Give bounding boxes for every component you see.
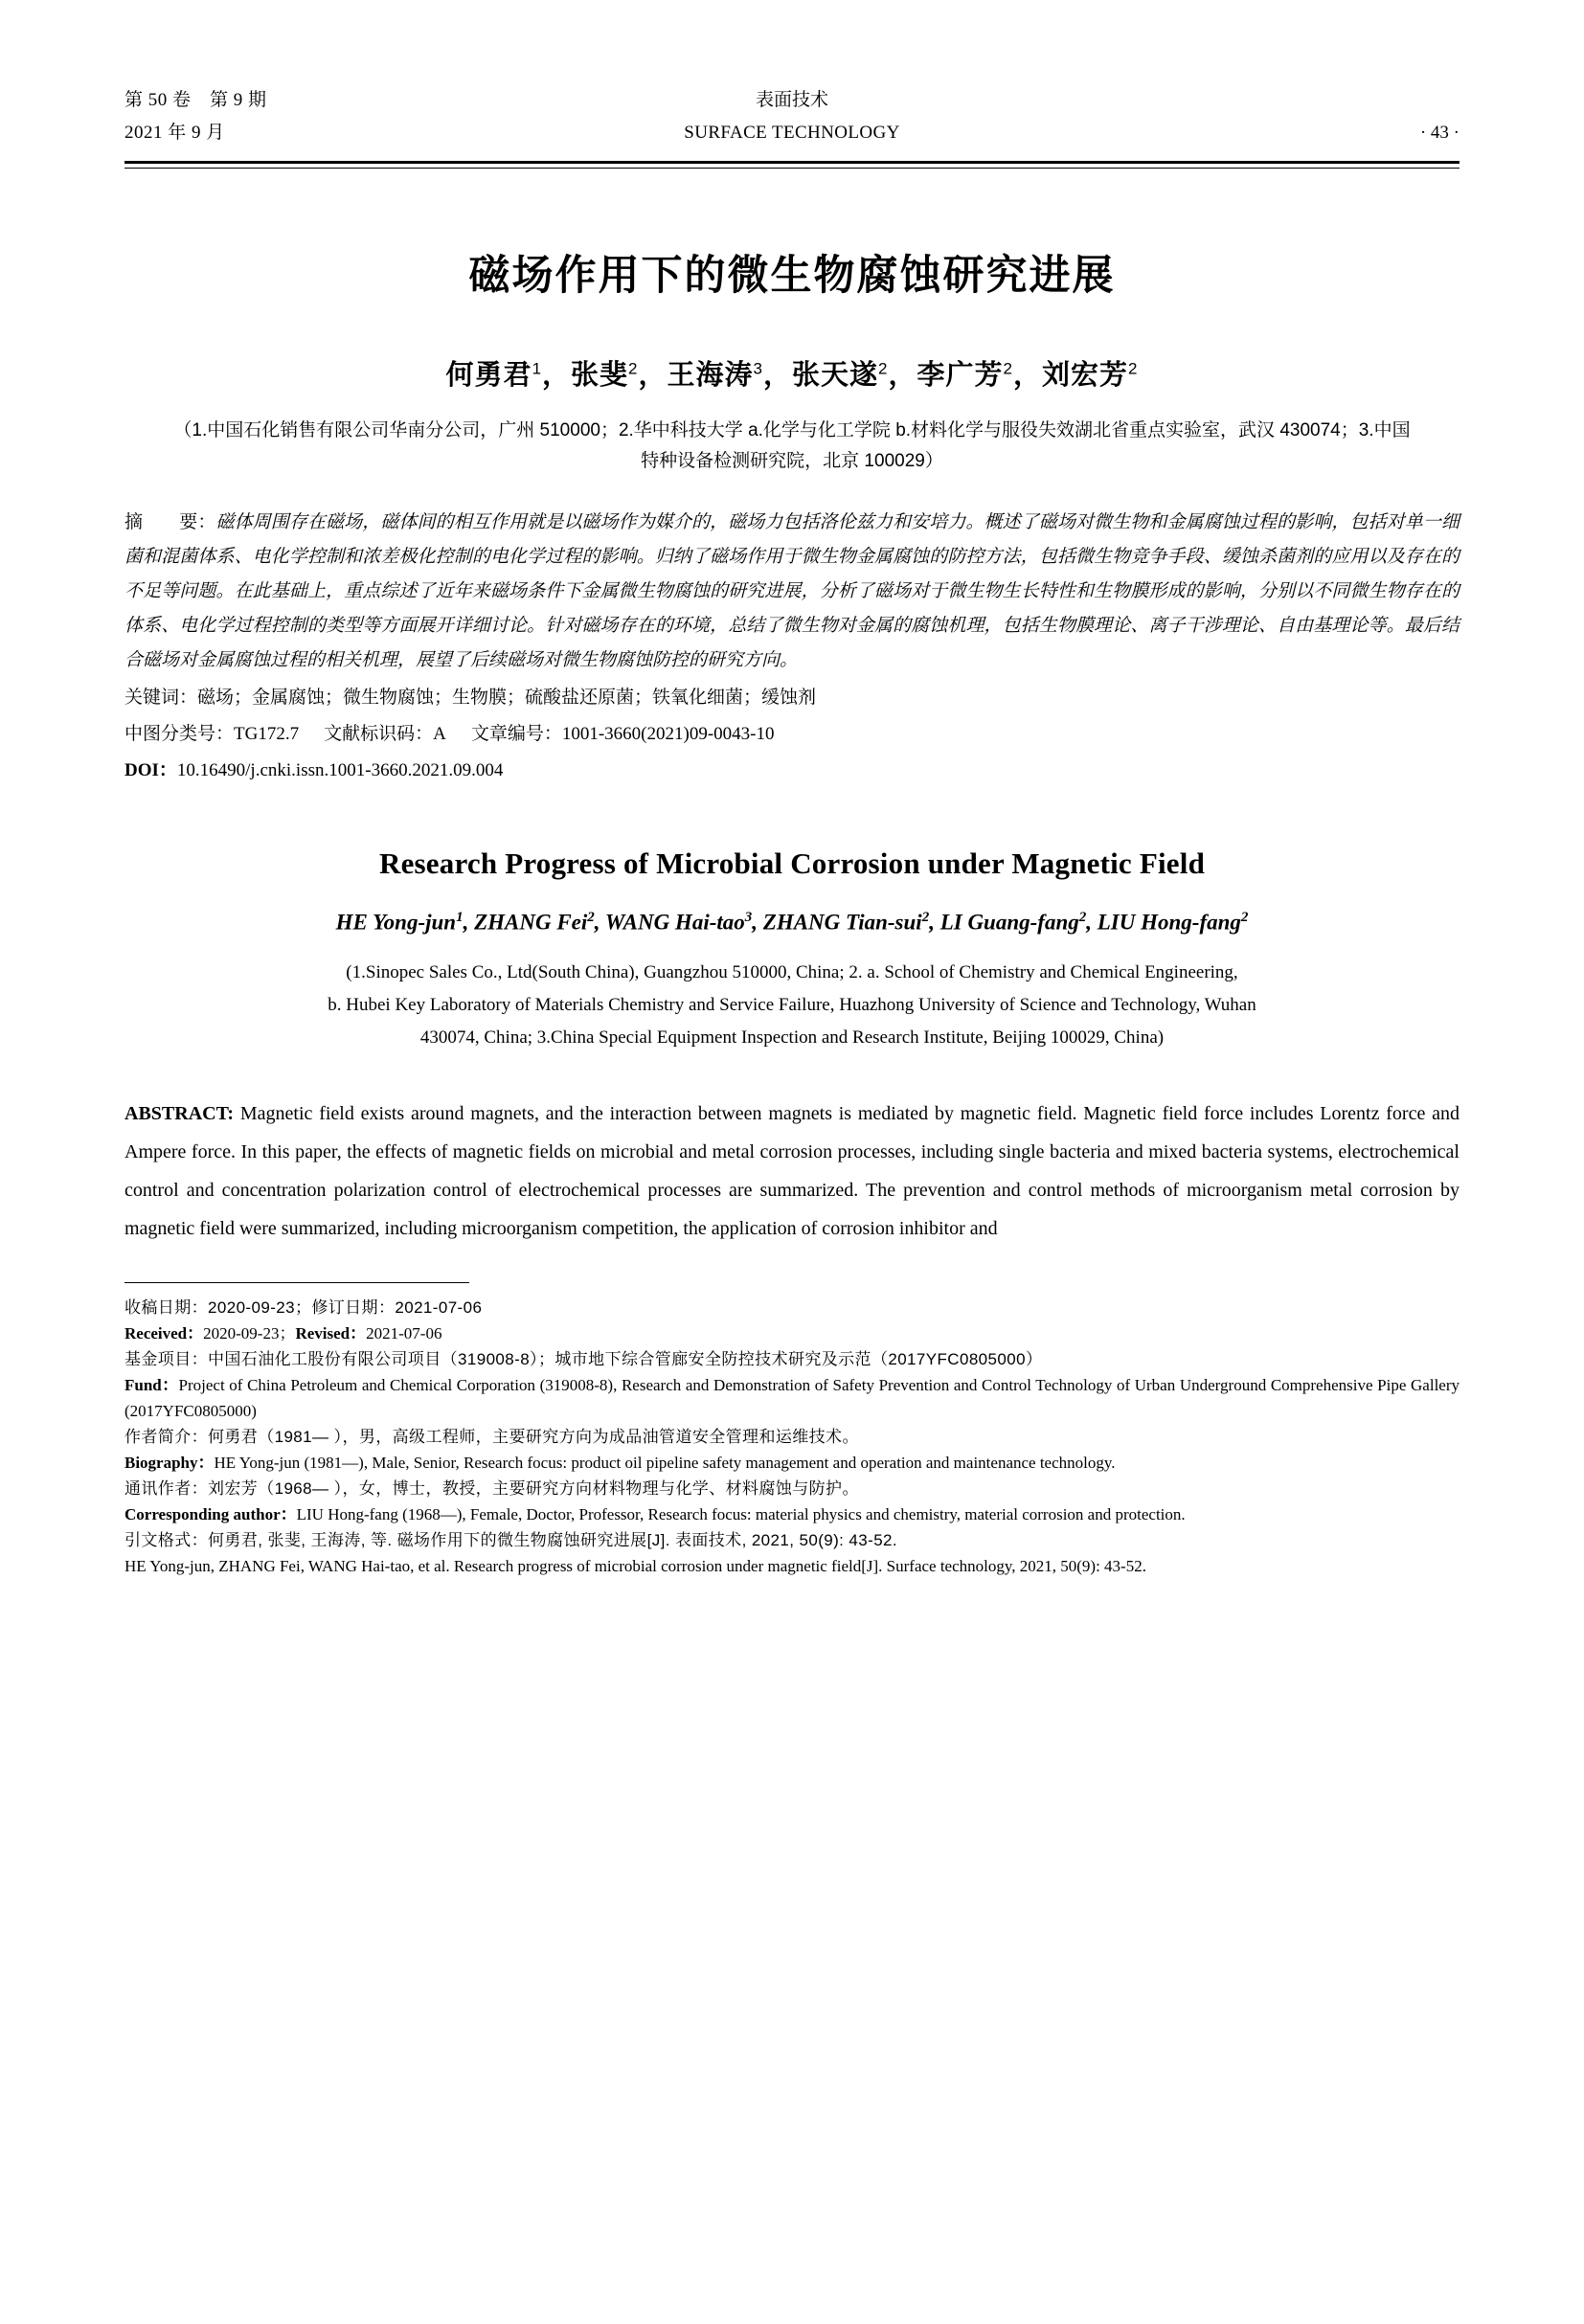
keywords-cn <box>124 682 1460 714</box>
doc-code-value: A <box>433 724 446 744</box>
page-number: · 43 · <box>1419 123 1460 143</box>
corresponding-en-label: Corresponding author： <box>124 1504 297 1523</box>
biography-cn-label: 作者简介： <box>124 1427 208 1446</box>
citation-en: HE Yong-jun, ZHANG Fei, WANG Hai-tao, et al. Research progress of microbial corrosion under magnetic field[J]. Surface technology, 2021, 50(9): 43-52. <box>124 1556 1146 1575</box>
header-divider <box>124 161 1460 169</box>
clc-value: TG172.7 <box>234 724 300 744</box>
abstract-cn <box>124 506 1460 678</box>
abstract-en-text: Magnetic field exists around magnets, and the interaction between magnets is mediated by magnetic field. Magnetic field force includes Lorentz force and Ampere force. In this paper, the effects of magnetic fields on microbial and metal corrosion processes, including single bacteria and mixed bacteria systems, electrochemical control and concentration polarization control of electrochemical processes are summarized. The prevention and control methods of microorganism metal corrosion by magnetic field were summarized, including microorganism competition, the application of corrosion inhibitor and <box>124 1102 1460 1239</box>
biography-en <box>124 1450 1460 1476</box>
page <box>0 84 1584 2324</box>
footnote-divider <box>124 1282 469 1283</box>
page-title-en: Research Progress of Microbial Corrosion under Magnetic Field <box>378 846 1206 880</box>
affiliation-cn: （1.中国石化销售有限公司华南分公司，广州 510000；2.华中科技大学 a.化学与化工学院 b.材料化学与服役失效湖北省重点实验室，武汉 430074；3.中国特种设备检测研究院，北京 100029） <box>173 420 1411 471</box>
received-en <box>124 1320 1460 1346</box>
citation-cn <box>124 1527 1460 1553</box>
corresponding-en <box>124 1501 1460 1527</box>
affiliation-en-line-2: b. Hubei Key Laboratory of Materials Chemistry and Service Failure, Huazhong University of Science and Technology, Wuhan <box>328 994 1256 1015</box>
clc-label: 中图分类号： <box>124 724 235 744</box>
fund-en-label: Fund： <box>124 1375 179 1394</box>
issue-date: 2021 年 9 月 <box>124 123 225 143</box>
footnote-block <box>124 1295 1460 1579</box>
fund-en <box>124 1372 1460 1424</box>
received-cn: 收稿日期：2020-09-23；修订日期：2021-07-06 <box>124 1297 483 1317</box>
abstract-cn-text: 磁体周围存在磁场，磁体间的相互作用就是以磁场作为媒介的，磁场力包括洛伦兹力和安培力。概述了磁场对微生物和金属腐蚀过程的影响，包括对单一细菌和混菌体系、电化学控制和浓差极化控制的电化学过程的影响。归纳了磁场作用于微生物金属腐蚀的防控方法，包括微生物竞争手段、缓蚀杀菌剂的应用以及存在的不足等问题。在此基础上，重点综述了近年来磁场条件下金属微生物腐蚀的研究进展，分析了磁场对于微生物生长特性和生物膜形成的影响，分别以不同微生物存在的体系、电化学过程控制的类型等方面展开详细讨论。针对磁场存在的环境，总结了微生物对金属的腐蚀机理，包括生物膜理论、离子干涉理论、自由基理论等。最后结合磁场对金属腐蚀过程的相关机理，展望了后续磁场对微生物腐蚀防控的研究方向。 <box>124 512 1460 670</box>
fund-cn-label: 基金项目： <box>124 1349 208 1368</box>
biography-en-label: Biography： <box>124 1453 215 1472</box>
fund-cn-text: 中国石油化工股份有限公司项目（319008-8）；城市地下综合管廊安全防控技术研究及示范（2017YFC0805000） <box>208 1349 1043 1368</box>
corresponding-cn-label: 通讯作者： <box>124 1478 208 1498</box>
authors-cn: 何勇君$^1$，张斐$^2$，王海涛$^3$，张天遂$^2$，李广芳$^2$，刘宏芳$^2$ <box>445 359 1139 391</box>
journal-name <box>684 84 900 149</box>
abstract-en-label: ABSTRACT: <box>124 1102 235 1124</box>
fund-en-text: Project of China Petroleum and Chemical Corporation (319008-8), Research and Demonstration of Safety Prevention and Control Technology of Urban Underground Comprehensive Pipe Gallery (2017YFC0805000) <box>124 1375 1460 1420</box>
classification-line <box>124 718 1460 751</box>
page-title-cn: 磁场作用下的微生物腐蚀研究进展 <box>468 253 1116 299</box>
corresponding-cn <box>124 1476 1460 1501</box>
volume-issue: 第 50 卷 第 9 期 <box>124 90 267 110</box>
doi-label: DOI： <box>124 760 177 780</box>
citation-cn-text: 何勇君, 张斐, 王海涛, 等. 磁场作用下的微生物腐蚀研究进展[J]. 表面技术, 2021, 50(9): 43-52. <box>208 1530 898 1549</box>
abstract-cn-label: 摘 要： <box>124 512 216 532</box>
keywords-cn-text: 磁场；金属腐蚀；微生物腐蚀；生物膜；硫酸盐还原菌；铁氧化细菌；缓蚀剂 <box>197 688 817 708</box>
biography-cn <box>124 1424 1460 1450</box>
doi-value[interactable]: 10.16490/j.cnki.issn.1001-3660.2021.09.004 <box>176 760 504 780</box>
received-en-value: 2020-09-23； <box>203 1323 296 1343</box>
issue-info <box>124 84 267 149</box>
abstract-en <box>124 1094 1460 1248</box>
fund-cn <box>124 1346 1460 1372</box>
running-head <box>124 84 1460 159</box>
article-no-value: 1001-3660(2021)09-0043-10 <box>561 724 775 744</box>
journal-name-en: SURFACE TECHNOLOGY <box>684 123 900 143</box>
corresponding-en-text: LIU Hong-fang (1968—), Female, Doctor, Professor, Research focus: material physics and chemistry, material corrosion and protection. <box>296 1504 1186 1523</box>
revised-en-value: 2021-07-06 <box>366 1323 442 1343</box>
journal-name-cn: 表面技术 <box>755 90 829 110</box>
doi-line <box>124 755 1460 787</box>
affiliation-en-line-1: (1.Sinopec Sales Co., Ltd(South China), Guangzhou 510000, China; 2. a. School of Chemistry and Chemical Engineering, <box>346 961 1238 982</box>
authors-en: HE Yong-jun$^1$, ZHANG Fei$^2$, WANG Hai-tao$^3$, ZHANG Tian-sui$^2$, LI Guang-fang$^2$, LIU Hong-fang$^2$ <box>335 910 1249 935</box>
keywords-cn-label: 关键词： <box>124 688 198 708</box>
affiliation-en <box>153 957 1431 1054</box>
received-en-label: Received： <box>124 1323 204 1343</box>
biography-cn-text: 何勇君（1981— ），男，高级工程师，主要研究方向为成品油管道安全管理和运维技术。 <box>208 1427 859 1446</box>
affiliation-en-line-3: 430074, China; 3.China Special Equipment Inspection and Research Institute, Beijing 100029, China) <box>419 1027 1165 1048</box>
corresponding-cn-text: 刘宏芳（1968— ），女，博士，教授，主要研究方向材料物理与化学、材料腐蚀与防护。 <box>208 1478 859 1498</box>
biography-en-text: HE Yong-jun (1981—), Male, Senior, Research focus: product oil pipeline safety management and operation and maintenance technology. <box>214 1453 1116 1472</box>
revised-en-label: Revised： <box>295 1323 367 1343</box>
article-no-label: 文章编号： <box>470 724 562 744</box>
citation-cn-label: 引文格式： <box>124 1530 208 1549</box>
doc-code-label: 文献标识码： <box>324 724 434 744</box>
